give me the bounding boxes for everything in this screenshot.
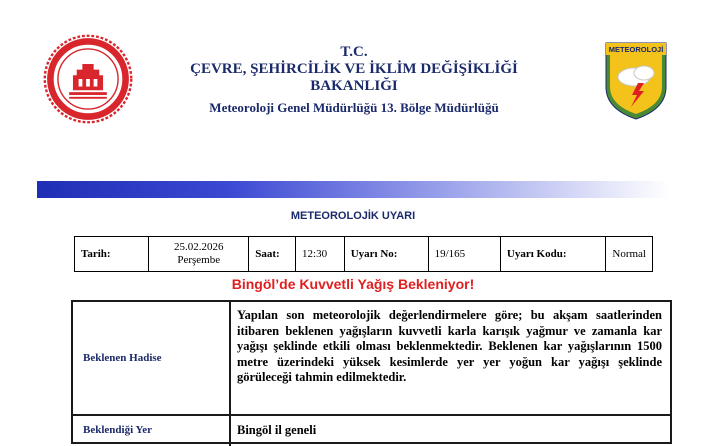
warning-code-value: Normal — [606, 237, 653, 272]
detail-value-cell — [231, 416, 670, 446]
date-value: 25.02.2026 — [173, 241, 224, 253]
header-gradient-band — [37, 181, 670, 198]
warning-headline: Bingöl’de Kuvvetli Yağış Bekleniyor! — [231, 276, 475, 292]
detail-row-expected-location — [73, 416, 670, 446]
warning-code-label: Uyarı Kodu: — [500, 237, 605, 272]
warning-meta-table — [74, 236, 653, 272]
tc-label: T.C. — [340, 44, 368, 60]
meteoroloji-logo — [604, 41, 668, 121]
ministry-name-line2: BAKANLIĞI — [310, 78, 398, 94]
detail-value-cell — [231, 302, 670, 414]
meteoroloji-shield-icon — [604, 41, 668, 121]
day-value: Perşembe — [177, 254, 221, 266]
warning-no-label: Uyarı No: — [344, 237, 428, 272]
expected-location-label: Beklendiği Yer — [83, 424, 152, 436]
ministry-seal-icon — [41, 32, 135, 126]
expected-event-text: Yapılan son meteorolojik değerlendirmelere göre; bu akşam saatlerinden itibaren beklenen yağışların kuvvetli karla karışık yağmur ve zamanla kar yağışı şeklinde etkili olması beklenmektedir. Beklenen kar yağışlarının 1500 metre üzerindeki yüksek kesimlerde yer yer yoğun kar yağışı şeklinde görüleceği tahmin edilmektedir. — [237, 308, 662, 384]
warning-details-table — [71, 300, 672, 444]
date-cell — [149, 237, 249, 272]
time-label: Saat: — [249, 237, 296, 272]
directorate-name: Meteoroloji Genel Müdürlüğü 13. Bölge Müdürlüğü — [209, 100, 499, 115]
expected-location-text: Bingöl il geneli — [237, 423, 317, 437]
detail-row-expected-event — [73, 302, 670, 416]
expected-event-label: Beklenen Hadise — [83, 352, 162, 364]
svg-text:METEOROLOJİ: METEOROLOJİ — [608, 45, 664, 54]
date-label: Tarih: — [75, 237, 149, 272]
document-title: METEOROLOJİK UYARI — [290, 210, 416, 222]
detail-label-cell — [73, 302, 231, 414]
time-value: 12:30 — [296, 237, 345, 272]
warning-no-value: 19/165 — [428, 237, 500, 272]
letterhead — [150, 44, 558, 119]
detail-label-cell — [73, 416, 231, 446]
ministry-name-line1: ÇEVRE, ŞEHİRCİLİK VE İKLİM DEĞİŞİKLİĞİ — [190, 61, 518, 77]
